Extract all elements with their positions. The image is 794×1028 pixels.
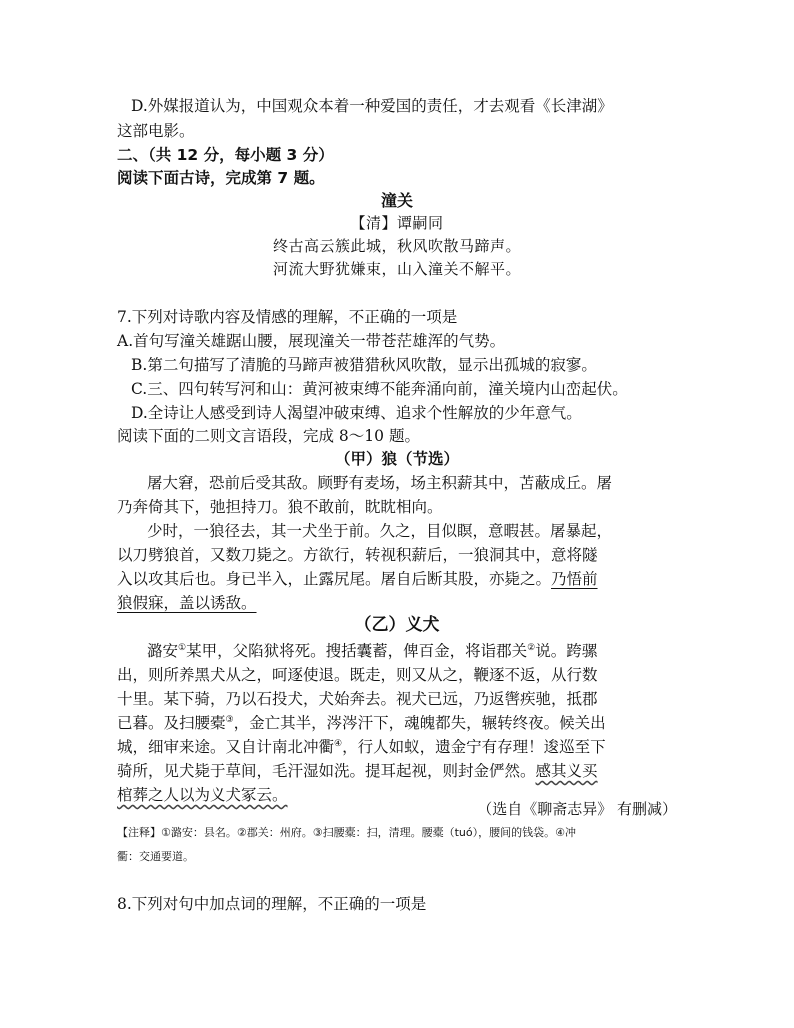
option-d-line1: D.外媒报道认为，中国观众本着一种爱国的责任，才去观看《长津湖》: [131, 97, 613, 115]
passage-jia-line: 乃奔倚其下，弛担持刀。狼不敢前，眈眈相向。: [117, 498, 443, 516]
question-7-option-b: B.第二句描写了清脆的马蹄声被猎猎秋风吹散，显示出孤城的寂寥。: [131, 356, 597, 374]
passage-yi-line: [147, 640, 707, 662]
footnote-marker: ②: [527, 642, 536, 653]
passage-yi-text: ，金亡其半，涔涔汗下，魂魄都失，辗转终夜。候关出: [233, 714, 606, 732]
section-heading: 二、（共 12 分，每小题 3 分）: [117, 146, 334, 164]
footnote-line: 【注释】①潞安：县名。②郡关：州府。③扫腰橐：扫，清理。腰橐（tuó），腰间的钱袋。④冲: [117, 826, 576, 839]
passage-jia-line: [117, 568, 677, 590]
footnote-marker: ④: [334, 738, 343, 749]
passage-yi-text: 说。跨骡: [535, 642, 598, 660]
poem-instruction: 阅读下面古诗，完成第 7 题。: [117, 169, 325, 187]
footnote-line: 衢：交通要道。: [117, 850, 194, 863]
passage-jia-line: [117, 592, 677, 614]
passage-yi-title: （乙）义犬: [354, 615, 440, 635]
poem-line-2: 河流大野犹嫌束，山入潼关不解平。: [272, 260, 521, 278]
passage-yi-text: 骑所，见犬毙于草间，毛汗湿如洗。提耳起视，则封金俨然。: [117, 762, 536, 780]
passage-yi-text: 已暮。及扫腰橐: [117, 714, 226, 732]
poem-line-1: 终古高云簇此城，秋风吹散马蹄声。: [272, 237, 521, 255]
question-7-option-d: D.全诗让人感受到诗人渴望冲破束缚、追求个性解放的少年意气。: [131, 404, 582, 422]
source-citation: （选自《聊斋志异》 有删减）: [477, 800, 677, 818]
prose-instruction: 阅读下面的二则文言语段，完成 8～10 题。: [117, 427, 420, 445]
passage-jia-line: 少时，一狼径去，其一犬坐于前。久之，目似瞑，意暇甚。屠暴起，: [147, 522, 613, 540]
question-8: 8.下列对句中加点词的理解，不正确的一项是: [117, 895, 427, 913]
passage-jia-text: 入以攻其后也。身已半入，止露尻尾。屠自后断其股，亦毙之。: [117, 570, 552, 588]
wavy-underlined-sentence: 棺葬之人以为义犬冢云。: [117, 786, 288, 804]
footnote-marker: ①: [178, 642, 187, 653]
passage-jia-line: 屠大窘，恐前后受其敌。顾野有麦场，场主积薪其中，苫蔽成丘。屠: [147, 474, 613, 492]
passage-yi-line: 十里。某下骑，乃以石投犬，犬始奔去。视犬已远，乃返辔疾驰，抵郡: [117, 690, 598, 708]
underlined-sentence: 乃悟前: [551, 570, 598, 588]
option-d-line2: 这部电影。: [117, 122, 195, 140]
passage-yi-text: 城，细审来途。又自计南北冲衢: [117, 738, 335, 756]
passage-yi-line: [117, 736, 677, 758]
wavy-underlined-sentence: 感其义买: [535, 762, 598, 780]
underlined-sentence: 狼假寐，盖以诱敌。: [117, 594, 257, 612]
passage-yi-text: ，行人如蚁，遗金宁有存理！逡巡至下: [342, 738, 606, 756]
poem-author: 【清】谭嗣同: [350, 214, 444, 232]
passage-jia-line: 以刀劈狼首，又数刀毙之。方欲行，转视积薪后，一狼洞其中，意将隧: [117, 546, 598, 564]
question-7: 7.下列对诗歌内容及情感的理解，不正确的一项是: [117, 308, 458, 326]
passage-yi-line: 出，则所养黑犬从之，呵逐使退。既走，则又从之，鞭逐不返，从行数: [117, 666, 598, 684]
passage-yi-text: 潞安: [147, 642, 179, 660]
passage-jia-title: （甲）狼（节选）: [334, 450, 459, 468]
passage-yi-text: 某甲，父陷狱将死。搜括囊蓄，俾百金，将诣郡关: [186, 642, 528, 660]
question-7-option-a: A.首句写潼关雄踞山腰，展现潼关一带苍茫雄浑的气势。: [117, 332, 506, 350]
question-7-option-c: C.三、四句转写河和山：黄河被束缚不能奔涌向前，潼关境内山峦起伏。: [131, 380, 628, 398]
footnote-marker: ③: [225, 714, 234, 725]
poem-title: 潼关: [380, 191, 413, 210]
passage-yi-line: [117, 760, 677, 782]
passage-yi-line: [117, 712, 677, 734]
